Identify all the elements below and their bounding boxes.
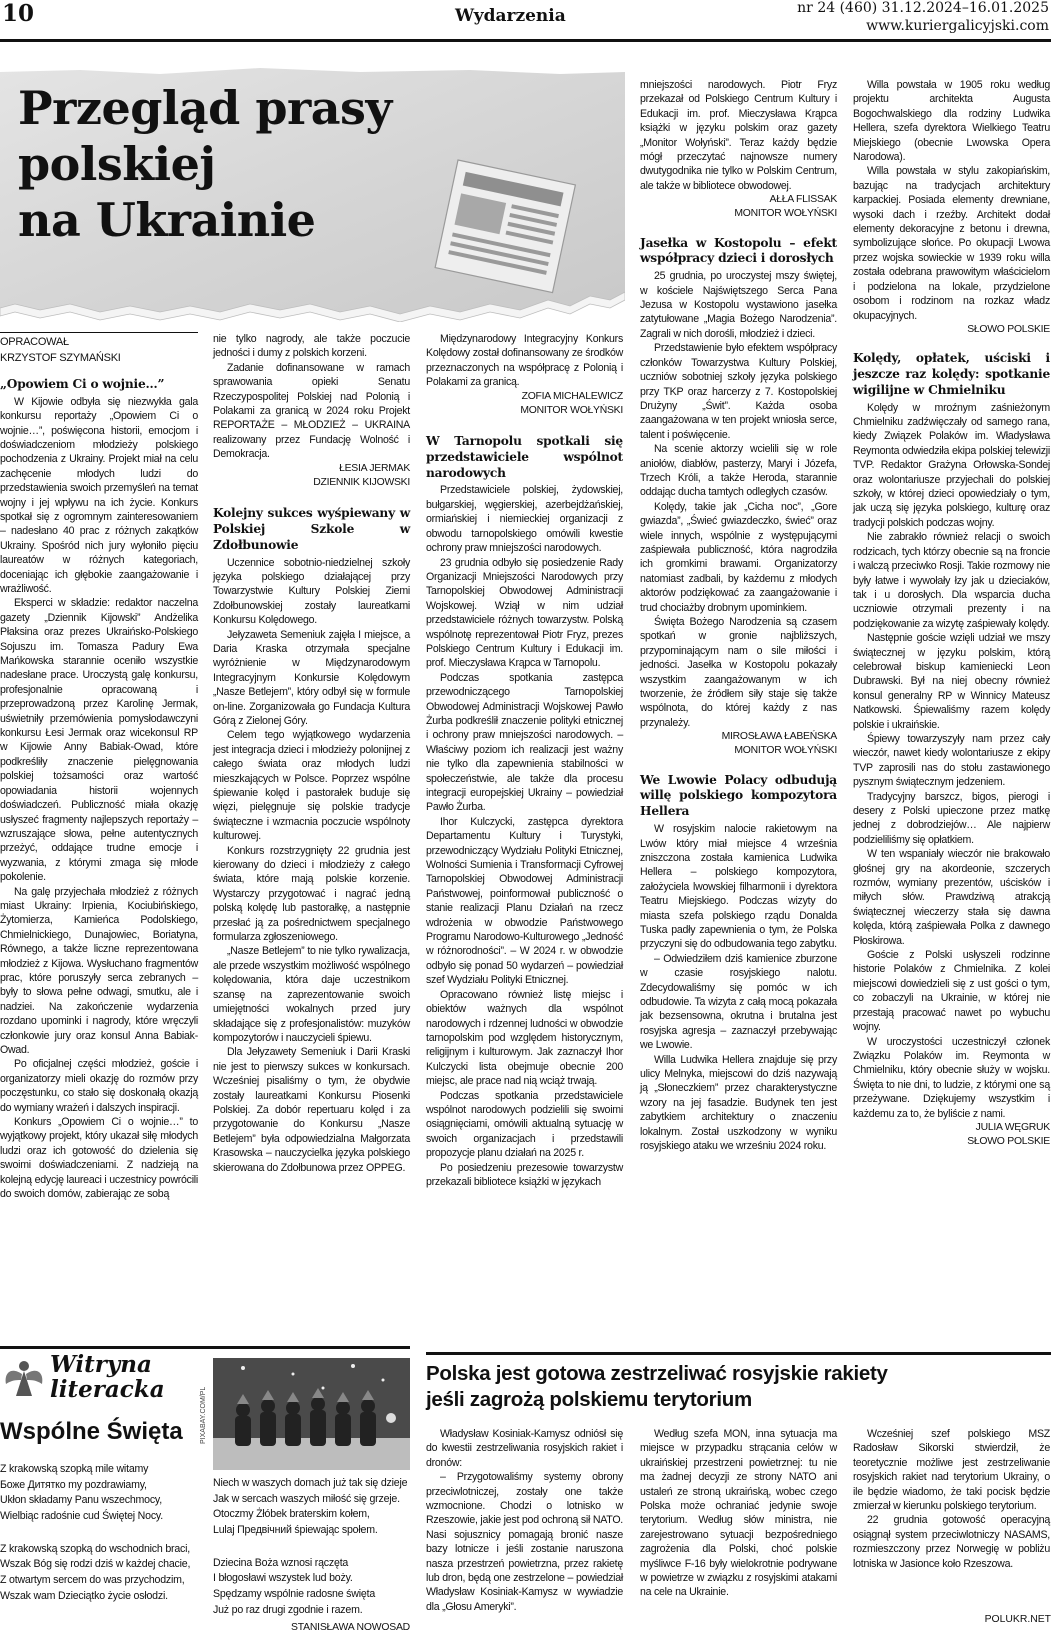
bottom-article-title	[426, 1361, 1051, 1412]
bottom-article-title-line-1: Polska jest gotowa zestrzeliwać rosyjskie rakiety	[426, 1362, 888, 1385]
paragraph: Międzynarodowy Integracyjny Konkurs Kolędowy został dofinansowany ze środków przeznaczonych na współpracę z Polonią i Polakami za granicą.	[426, 333, 623, 389]
poem-line: Jak w sercach waszych miłość się grzeje.	[213, 1492, 400, 1505]
column-1	[0, 332, 198, 1201]
paragraph: Według szefa MON, inna sytuacja ma miejsce w przypadku strącania celów w ukraińskiej przestrzeni powietrznej: tu nie ma żadnej decyzji ze strony NATO ani ustaleń ze stroną ukraińską, wobec czego Polska może ochraniać jedynie swoje terytorium. Według słów ministra, nie zarejestrowano sytuacji bezpośredniego zagrożenia dla Polski, choć polskie myśliwce F-16 były wielokrotnie podrywane w powietrze w związku z rosyjskimi atakami na cele na Ukrainie.	[640, 1428, 837, 1599]
paragraph: Uczennice sobotnio-niedzielnej szkoły języka polskiego działającej przy Towarzystwie Kultury Polskiej Ziemi Zdołbunowskiej zostały laureatkami Konkursu Kolędowego.	[213, 556, 410, 627]
bottom-article-col-1	[426, 1427, 623, 1614]
signature-source: MONITOR WOŁYŃSKI	[520, 404, 623, 416]
signature-source: SŁOWO POLSKIE	[967, 1136, 1050, 1148]
paragraph: Następnie goście wzięli udział we mszy świątecznej w języku polskim, którą celebrował biskup kamieniecki Leon Dubrawski. Był na niej obecny również konsul generalny RP w Winnicy Mateusz Natkowski. Śpiewaliśmy razem kolędy polskie i ukraińskie.	[853, 632, 1050, 731]
paragraph: Dla Jełyzawety Semeniuk i Darii Kraski nie jest to pierwszy sukces w konkursach. Wcześniej pisaliśmy o tym, że obydwie zostały laureatkami Konkursu Piosenki Polskiej. Za dobór repertuaru kolęd i za przygotowanie do Konkursu „Nasze Betlejem” była odpowiedzialna Małgorzata Krasowska – nauczycielka języka polskiego skierowana do Zdołbunowa przez OPPEG.	[213, 1046, 410, 1174]
article-heading-opowiem: „Opowiem Ci o wojnie…”	[0, 376, 165, 391]
paragraph: Ihor Kulczycki, zastępca dyrektora Departamentu Kultury i Turystyki, przewodniczący Wydziału Polityki Etnicznej, Wolności Sumienia i Transformacji Cyfrowej Tarnopolskiej Obwodowej Administracji Państwowej, poinformował publiczność o stanie realizacji Planu Działań na rzecz wdrożenia w obwodzie Państwowego Programu Narodowo-Kulturowego „Jedność w różnorodności”. – W 2024 r. w obwodzie odbyło się ponad 50 wydarzeń – powiedział szef Wydziału Polityki Etnicznej.	[426, 815, 623, 987]
newspaper-icon	[435, 160, 575, 293]
paragraph: Konkurs „Opowiem Ci o wojnie…” to wyjątkowy projekt, który ukazał siłę młodych ludzi oraz ich gotowość do dzielenia się swoimi doświadczeniami. Z nadzieją na kolejną edycję laureaci i uczestnicy powrócili do swoich domów, zabierając ze sobą	[0, 1116, 198, 1201]
paragraph: Jełyzaweta Semeniuk zajęła I miejsce, a Daria Kraska otrzymała specjalne wyróżnienie w Międzynarodowym Integracyjnym Konkursie Kolędowym „Nasze Betlejem”, który odbył się w formule on-line. Zorganizowała go Fundacja Kultura Górą z Zielonej Góry.	[213, 628, 410, 727]
poem-line: I błogosławi wszystek lud boży.	[213, 1572, 353, 1585]
signature-author: AŁŁA FLISSAK	[769, 194, 837, 206]
page-header	[0, 0, 1051, 42]
column-3	[426, 332, 623, 1189]
paragraph: Na scenie aktorzy wcielili się w role aniołów, diabłów, pasterzy, Maryi i Józefa, Trzech Króli, a także Heroda, starannie oddając ducha tamtych odległych czasów.	[640, 443, 837, 499]
poem-title: Wspólne Święta	[0, 1418, 183, 1445]
section-title: Wydarzenia	[455, 6, 566, 26]
paragraph: – Przygotowaliśmy systemy obrony przeciwlotniczej, zostały one także wzmocnione. Chodzi o lotnisko w Rzeszowie, jakie jest pod ochroną sił NATO. Nasi sojusznicy pomagają bronić nasze bazy lotnicze i jeśli zostanie naruszona nasza przestrzeń powietrzna, przez rakietę lub dron, będą one zestrzelone – powiedział Władysław Kosiniak-Kamysz w wywiadzie dla „Głosu Ameryki”.	[426, 1471, 623, 1613]
paragraph: Przedstawiciele polskiej, żydowskiej, bułgarskiej, węgierskiej, azerbejdżańskiej, ormiańskiej i niemieckiej organizacji z obwodu tarnopolskiego omówili kwestie ochrony praw mniejszości narodowych.	[426, 484, 623, 555]
signature-source: SŁOWO POLSKIE	[967, 323, 1050, 335]
main-title	[18, 80, 392, 248]
issue-number: nr 24 (460) 31.12.2024–16.01.2025	[797, 0, 1049, 16]
witryna-label	[50, 1352, 165, 1403]
paragraph: W Kijowie odbyła się niezwykła gala konkursu reportaży „Opowiem Ci o wojnie…”, poświęcona historii, emocjom i doświadczeniom młodzieży polskiego pochodzenia z Ukrainy. Projekt miał na celu zachęcenie młodych ludzi do przedstawienia swoich przemyśleń na temat wojny i jej wpływu na ich życie. Konkurs spotkał się z ogromnym zainteresowaniem – nadesłano 40 prac z różnych zakątków Ukrainy. Spośród nich jury wyłoniło pięciu laureatów w różnych kategoriach, doceniając ich głębokie zaangażowanie i wrażliwość.	[0, 395, 198, 596]
poem-author: STANISŁAWA NOWOSAD	[291, 1622, 410, 1633]
paragraph: mniejszości narodowych. Piotr Fryz przekazał od Polskiego Centrum Kultury i Edukacji im. prof. Mieczysława Krąpca książki w języku polskim oraz gazety „Monitor Wołyński”. Teraz każdy będzie mógł przeczytać najnowsze numery dwutygodnika nie tylko w Polskim Centrum, ale także w bibliotece obwodowej.	[640, 79, 837, 192]
poem-line: Otoczmy Żłóbek braterskim kołem,	[213, 1508, 370, 1521]
stanza	[0, 1462, 205, 1525]
byline	[0, 332, 198, 367]
paragraph: Po oficjalnej części młodzież, goście i organizatorzy mieli okazję do rozmów przy poczęstunku, co stało się doskonałą okazją do wymiany wrażeń i dalszych inspiracji.	[0, 1058, 198, 1114]
byline-label: OPRACOWAŁ	[0, 336, 69, 348]
issue-info	[797, 0, 1049, 35]
paragraph: Goście z Polski usłyszeli rodzinne historie Polaków z Chmielnika. Z kolei miejscowi dowiedzieli się z ust gości o tym, co zobaczyli na Ukrainie, w której nie przestają pracować nawet po wybuchu wojny.	[853, 949, 1050, 1034]
article-heading-heller: We Lwowie Polacy odbudują willę polskiego kompozytora Hellera	[640, 772, 837, 819]
angel-icon	[2, 1356, 46, 1400]
paragraph: Konkurs rozstrzygnięty 22 grudnia jest kierowany do dzieci i młodzieży z całego świata, które mają polskie korzenie. Wystarczy przygotować i nagrać jedną polską kolędę lub pastorałkę, a następnie przesłać ją za pośrednictwem specjalnego formularza zgłoszeniowego.	[213, 844, 410, 944]
carolers-illustration	[213, 1358, 410, 1470]
poem-line: Z otwartym sercem do was przychodzim,	[0, 1574, 185, 1587]
paragraph: 25 grudnia, po uroczystej mszy świętej, w kościele Najświętszego Serca Pana Jezusa w Kostopolu wystawiono jasełka zatytułowane „Magia Bożego Narodzenia”. Zagrali w nich dorośli, młodzież i dzieci.	[640, 270, 837, 340]
witryna-label-line-2: literacka	[50, 1376, 165, 1404]
main-title-line-2: polskiej	[18, 137, 216, 192]
signature-author: MIROSŁAWA ŁABEŃSKA	[721, 731, 837, 743]
signature-source: MONITOR WOŁYŃSKI	[734, 745, 837, 757]
bottom-article-title-line-2: jeśli zagrożą polskiemu terytorium	[426, 1387, 752, 1411]
paragraph: Władysław Kosiniak-Kamysz odniósł się do kwestii zestrzeliwania rosyjskich rakiet i dronów:	[426, 1428, 623, 1469]
bottom-article-col-3	[853, 1427, 1050, 1571]
paragraph: Zadanie dofinansowane w ramach sprawowania opieki Senatu Rzeczypospolitej Polskiej nad Polonią i Polakami za granicą w 2024 roku Projekt REPORTAŻE – MŁODZIEŻ – UKRAINA realizowany przez Fundację Wolność i Demokracja.	[213, 361, 410, 461]
paragraph: Na galę przyjechała młodzież z różnych miast Ukrainy: Irpienia, Kociubińskiego, Żytomierza, Kamieńca Podolskiego, Chmielnickiego, Dunajowiec, Boriatyna, Równego, a także liczne reprezentowana młodzież z Kijowa. Wysłuchano fragmentów prac, które poruszyły serca zebranych – były to słowa pełne odwagi, smutku, ale i nadziei. Na zakończenie wydarzenia rozdano upominki i nagrody, które wręczyli członkowie jury oraz konsul Anna Babiak-Owad.	[0, 885, 198, 1057]
section-divider	[0, 1346, 410, 1349]
stanza	[213, 1556, 410, 1619]
paragraph: W rosyjskim nalocie rakietowym na Lwów który miał miejsce 4 września zniszczona została kamienica Ludwika Hellera – polskiego kompozytora, założyciela lwowskiej filharmonii i dyrektora Teatru Miejskiego. Podczas wizyty do miasta szefa polskiego rządu Donalda Tuska padły zapewnienia o tym, że Polska przyczyni się do odbudowania tego zabytku.	[640, 823, 837, 951]
paragraph: Święta Bożego Narodzenia są czasem spotkań w gronie najbliższych, przypominającym nam o sile miłości i jedności. Jasełka w Kostopolu pokazały wszystkim zaangażowanym w ich tworzenie, że źródłem siły staje się także wspólnota, do której każdy z nas przynależy.	[640, 616, 837, 729]
paragraph: W ten wspaniały wieczór nie brakowało głośnej gry na akordeonie, szczerych rozmów, wymiany prezentów, uścisków i miłych słów. Prawdziwą atrakcją świątecznej wieczerzy stała się dawna kolęda, którą zaśpiewała Polka z dawnego Płoskirowa.	[853, 848, 1050, 947]
poem-line: Wielbiąc radośnie cud Świętej Nocy.	[0, 1510, 163, 1523]
poem-line: Боже Дитятко my pozdrawiamy,	[0, 1478, 147, 1491]
poem-line: Z krakowską szopką do wschodnich braci,	[0, 1542, 191, 1555]
paragraph: Kolędy w mroźnym zaśnieżonym Chmielniku zadźwięczały od samego rana, kiedy Związek Polaków im. Władysława Reymonta odwiedziła ekipa polskiej telewizji TVP. Redaktor Grażyna Orłowska-Sondej oraz wolontariusze przyjechali do polskiej szkoły, w której dzieci opowiedziały o tym, jak uczą się języka polskiego, kulturę oraz tradycji polskich podczas wojny.	[853, 401, 1050, 529]
article-source: POLUKR.NET	[984, 1614, 1051, 1625]
article-heading-kostopol: Jasełka w Kostopolu – efekt współpracy dzieci i dorosłych	[640, 235, 837, 266]
carolers-photo	[213, 1358, 410, 1470]
image-credit-text: PIXABAY.COM/PL	[200, 1386, 207, 1444]
paragraph: Śpiewy towarzyszyły nam przez cały wieczór, nawet kiedy wolontariusze z ekipy TVP zaprosili nas do stołu zastawionego pysznym świątecznym jedzeniem.	[853, 732, 1050, 789]
column-4	[640, 78, 837, 1153]
stanza	[213, 1476, 410, 1539]
poem-line: Lulaj Предвічний śpiewając społem.	[213, 1524, 378, 1537]
stanza	[0, 1542, 205, 1605]
paragraph: „Nasze Betlejem” to nie tylko rywalizacja, ale przede wszystkim możliwość wspólnego kolędowania, która daje uczestnikom szansę na zaprezentowanie swoich umiejętności wokalnych przed jury składające się z profesjonalistów: muzyków kompozytorów i nauczycieli śpiewu.	[213, 945, 410, 1044]
witryna-label-line-1: Witryna	[50, 1351, 152, 1378]
paragraph: Opracowano również listę miejsc i obiektów ważnych dla wspólnot narodowych i rdzennej ludności w obwodzie tarnopolskim pod względem historycznym, religijnym i kulturowym. Jak zaznaczył Ihor Kulczycki lista obejmuje obecnie 200 miejsc, ale prace nad nią wciąż trwają.	[426, 988, 623, 1088]
paragraph: Przedstawienie było efektem współpracy członków Towarzystwa Kultury Polskiej, uczniów sobotniej szkoły języka polskiego przy TKP oraz harcerzy z 7. Kostopolskiej Drużyny „Świt”. Każda osoba zaangażowana w ten projekt wniosła serce, talent i poświęcenie.	[640, 342, 837, 441]
poem-line: Wszak Bóg się rodzi dziś w każdej chacie,	[0, 1558, 191, 1571]
bottom-article	[426, 1352, 1051, 1633]
article-heading-tarnopol: W Tarnopolu spotkali się przedstawiciele wspólnot narodowych	[426, 433, 623, 480]
poem-line: Już po raz drugi zgodnie i razem.	[213, 1603, 363, 1616]
poem-line: Spędzamy wspólnie radosne święta	[213, 1588, 376, 1601]
poem-stanzas-right	[213, 1476, 410, 1633]
paragraph: Wcześniej szef polskiego MSZ Radosław Sikorski stwierdził, że teoretycznie możliwe jest zestrzeliwanie rosyjskich rakiet nad terytorium Ukrainy, o ile będzie wiadomo, że taki pocisk będzie zmierzał w kierunku polskiego terytorium.	[853, 1428, 1050, 1513]
paragraph: W uroczystości uczestniczył członek Związku Polaków im. Reymonta w Chmielniku, który obecnie służy w wojsku. Święta to nie dni, to ludzie, z którymi one są przeżywane. Dziękujemy wszystkim i każdemu za to, że byliście z nami.	[853, 1035, 1050, 1120]
signature-author: ŁESIA JERMAK	[339, 462, 410, 474]
page-number: 10	[2, 0, 35, 27]
paragraph: Willa Ludwika Hellera znajduje się przy ulicy Melnyka, miejscowi do dziś nazywają ją „Słoneczkiem” przez charakterystyczne wzory na jej fasadzie. Budynek ten jest zabytkiem architektury o znaczeniu lokalnym. Został uszkodzony w wyniku rosyjskiego ataku we wrześniu 2024 roku.	[640, 1053, 837, 1153]
poem-stanzas-left	[0, 1462, 205, 1604]
column-2	[213, 332, 410, 1175]
poem-line: Niech w waszych domach już tak się dzieje	[213, 1477, 408, 1489]
paragraph: Tradycyjny barszcz, bigos, pierogi i desery z Polski upieczone przez matkę jednej z dobrodziejów… Ale najpierw podzieliliśmy się opłatkiem.	[853, 790, 1050, 846]
paragraph: Podczas spotkania przedstawiciele wspólnot narodowych podzielili się swoimi osiągnięciami, omówili aktualną sytuację w swoich organizacjach i przedstawili propozycje planu działań na 2025 r.	[426, 1089, 623, 1160]
poem-line: Ukłon składamy Panu wszechmocy,	[0, 1494, 162, 1507]
byline-author: KRZYSTOF SZYMAŃSKI	[0, 351, 121, 364]
paragraph: nie tylko nagrody, ale także poczucie jedności i dumy z polskich korzeni.	[213, 333, 410, 360]
signature-author: ZOFIA MICHALEWICZ	[521, 390, 623, 402]
paragraph: – Odwiedziłem dziś kamienice zburzone w czasie rosyjskiego nalotu. Zdecydowaliśmy się pomóc w ich odbudowie. Ta wizyta z całą mocą pokazała jak bezsensowna, okrutna i brutalna jest rosyjska agresja – zaznaczył przebywając we Lwowie.	[640, 952, 837, 1052]
article-heading-chmielnik: Kolędy, opłatek, uściski i jeszcze raz kolędy: spotkanie wigilijne w Chmielniku	[853, 351, 1050, 397]
paragraph: Celem tego wyjątkowego wydarzenia jest integracja dzieci i młodzieży polonijnej z całego świata oraz młodych ludzi mieszkających w Polsce. Poprzez wspólne śpiewanie kolęd i pastorałek buduje się więzi, pielęgnuje się polskie tradycje świąteczne i wzmacnia poczucie wspólnoty kulturowej.	[213, 729, 410, 843]
image-credit	[198, 1358, 210, 1470]
signature-source: DZIENNIK KIJOWSKI	[313, 476, 410, 488]
article-heading-zdolbunow: Kolejny sukces wyśpiewany w Polskiej Szkole w Zdołbunowie	[213, 505, 410, 552]
poem-line: Wszak wam Dzieciątko życie osłodzi.	[0, 1589, 168, 1602]
main-title-line-3: na Ukrainie	[18, 193, 316, 248]
signature-author: JULIA WĘGRUK	[975, 1121, 1050, 1133]
column-5	[853, 78, 1050, 1149]
witryna-literacka	[0, 1352, 410, 1633]
paragraph: Po posiedzeniu prezesowie towarzystw przekazali bibliotece książki w językach	[426, 1161, 623, 1188]
paragraph: Willa powstała w stylu zakopiańskim, bazując na tradycjach architektury karpackiej. Posiada elementy drewniane, wysoki dach i rzeźby. Architekt dodał elementy dekoracyjne z betonu i drewna, symbolizujące słońce. Po okupacji Lwowa przez wojska sowieckie w 1939 roku willa została odebrana prawowitym właścicielom i podzielona na lokale, przydzielone osobom i rodzinom na rozkaz władz okupacyjnych.	[853, 165, 1050, 322]
main-title-line-1: Przegląd prasy	[18, 81, 392, 135]
poem-line: Z krakowską szopką mile witamy	[0, 1463, 149, 1475]
bottom-article-col-2	[640, 1427, 837, 1600]
paragraph: Podczas spotkania zastępca przewodniczącego Tarnopolskiej Obwodowej Administracji Wojskowej Pawło Żurba podkreślił znaczenie polityki etnicznej i ochrony praw mniejszości narodowych. – Właściwy poziom ich realizacji jest ważny nie tylko dla zapewnienia stabilności w społeczeństwie, ale także dla procesu integracji europejskiej Ukrainy – powiedział Pawło Żurba.	[426, 671, 623, 814]
paragraph: Eksperci w składzie: redaktor naczelna gazety „Dziennik Kijowski” Andżelika Płaksina oraz prezes Ukraińsko-Polskiego Sojuszu im. Tomasza Padury Ewa Mańkowska starannie oceniło wszystkie nadesłane prace. Uroczystą galę konkursu, profesjonalnie opracowaną i przeprowadzoną przez Karolinę Jermak, uświetniły przemówienia pomysłodawczyni konkursu Łesi Jermak oraz wicekonsul RP w Kijowie Anny Babiak-Owad, które podkreśliły znaczenie pielęgnowania polskiej tożsamości oraz wartość opowiadania historii wojennych doświadczeń. Publiczność miała okazję usłyszeć fragmenty najlepszych reportaży – wzruszające słowa, pełne autentycznych przeżyć, oddające trudne emocje i wyzwania, z którymi zmaga się młode pokolenie.	[0, 597, 198, 884]
paragraph: Willa powstała w 1905 roku według projektu architekta Augusta Bogochwalskiego dla rodziny Ludwika Hellera, szefa dyrektora Wielkiego Teatru Miejskiego (obecnie Lwowska Opera Narodowa).	[853, 79, 1050, 164]
paragraph: Nie zabrakło również relacji o swoich rodzicach, tych którzy obecnie są na froncie i walczą przeciwko Rosji. Takie rozmowy nie były łatwe i wywołały łzy jak u dzieciaków, tak i u dorosłych. Dla wsparcia ducha uczniowie otrzymali prezenty i na podziękowanie za wizytę zaśpiewały kolędy.	[853, 531, 1050, 630]
signature-source: MONITOR WOŁYŃSKI	[734, 208, 837, 220]
headline-banner	[0, 60, 625, 322]
paragraph: 23 grudnia odbyło się posiedzenie Rady Organizacji Mniejszości Narodowych przy Tarnopolskiej Obwodowej Administracji Wojskowej. Wziął w nim udział przedstawiciele różnych towarzystw. Polską wspólnotę reprezentował Piotr Fryz, prezes Polskiego Centrum Kultury i Edukacji im. prof. Mieczysława Krąpca w Tarnopolu.	[426, 556, 623, 670]
paragraph: Kolędy, takie jak „Cicha noc”, „Gore gwiazda”, „Świeć gwiazdeczko, świeć” oraz wiele innych, wspólnie z występującymi zaśpiewała publiczność, która nagrodziła ich gromkimi brawami. Organizatorzy natomiast zadbali, by każdemu z młodych aktorów podziękować za zaangażowanie i trud chociażby drobnym upominkiem.	[640, 500, 837, 614]
paragraph: 22 grudnia gotowość operacyjną osiągnął system przeciwlotniczy NASAMS, rozmieszczony przez Norwegię w pobliżu lotniska w Jasionce koło Rzeszowa.	[853, 1514, 1050, 1570]
poem-line: Dziecina Boża wznosi rączęta	[213, 1556, 349, 1569]
website-link[interactable]: www.kuriergalicyjski.com	[866, 17, 1049, 34]
